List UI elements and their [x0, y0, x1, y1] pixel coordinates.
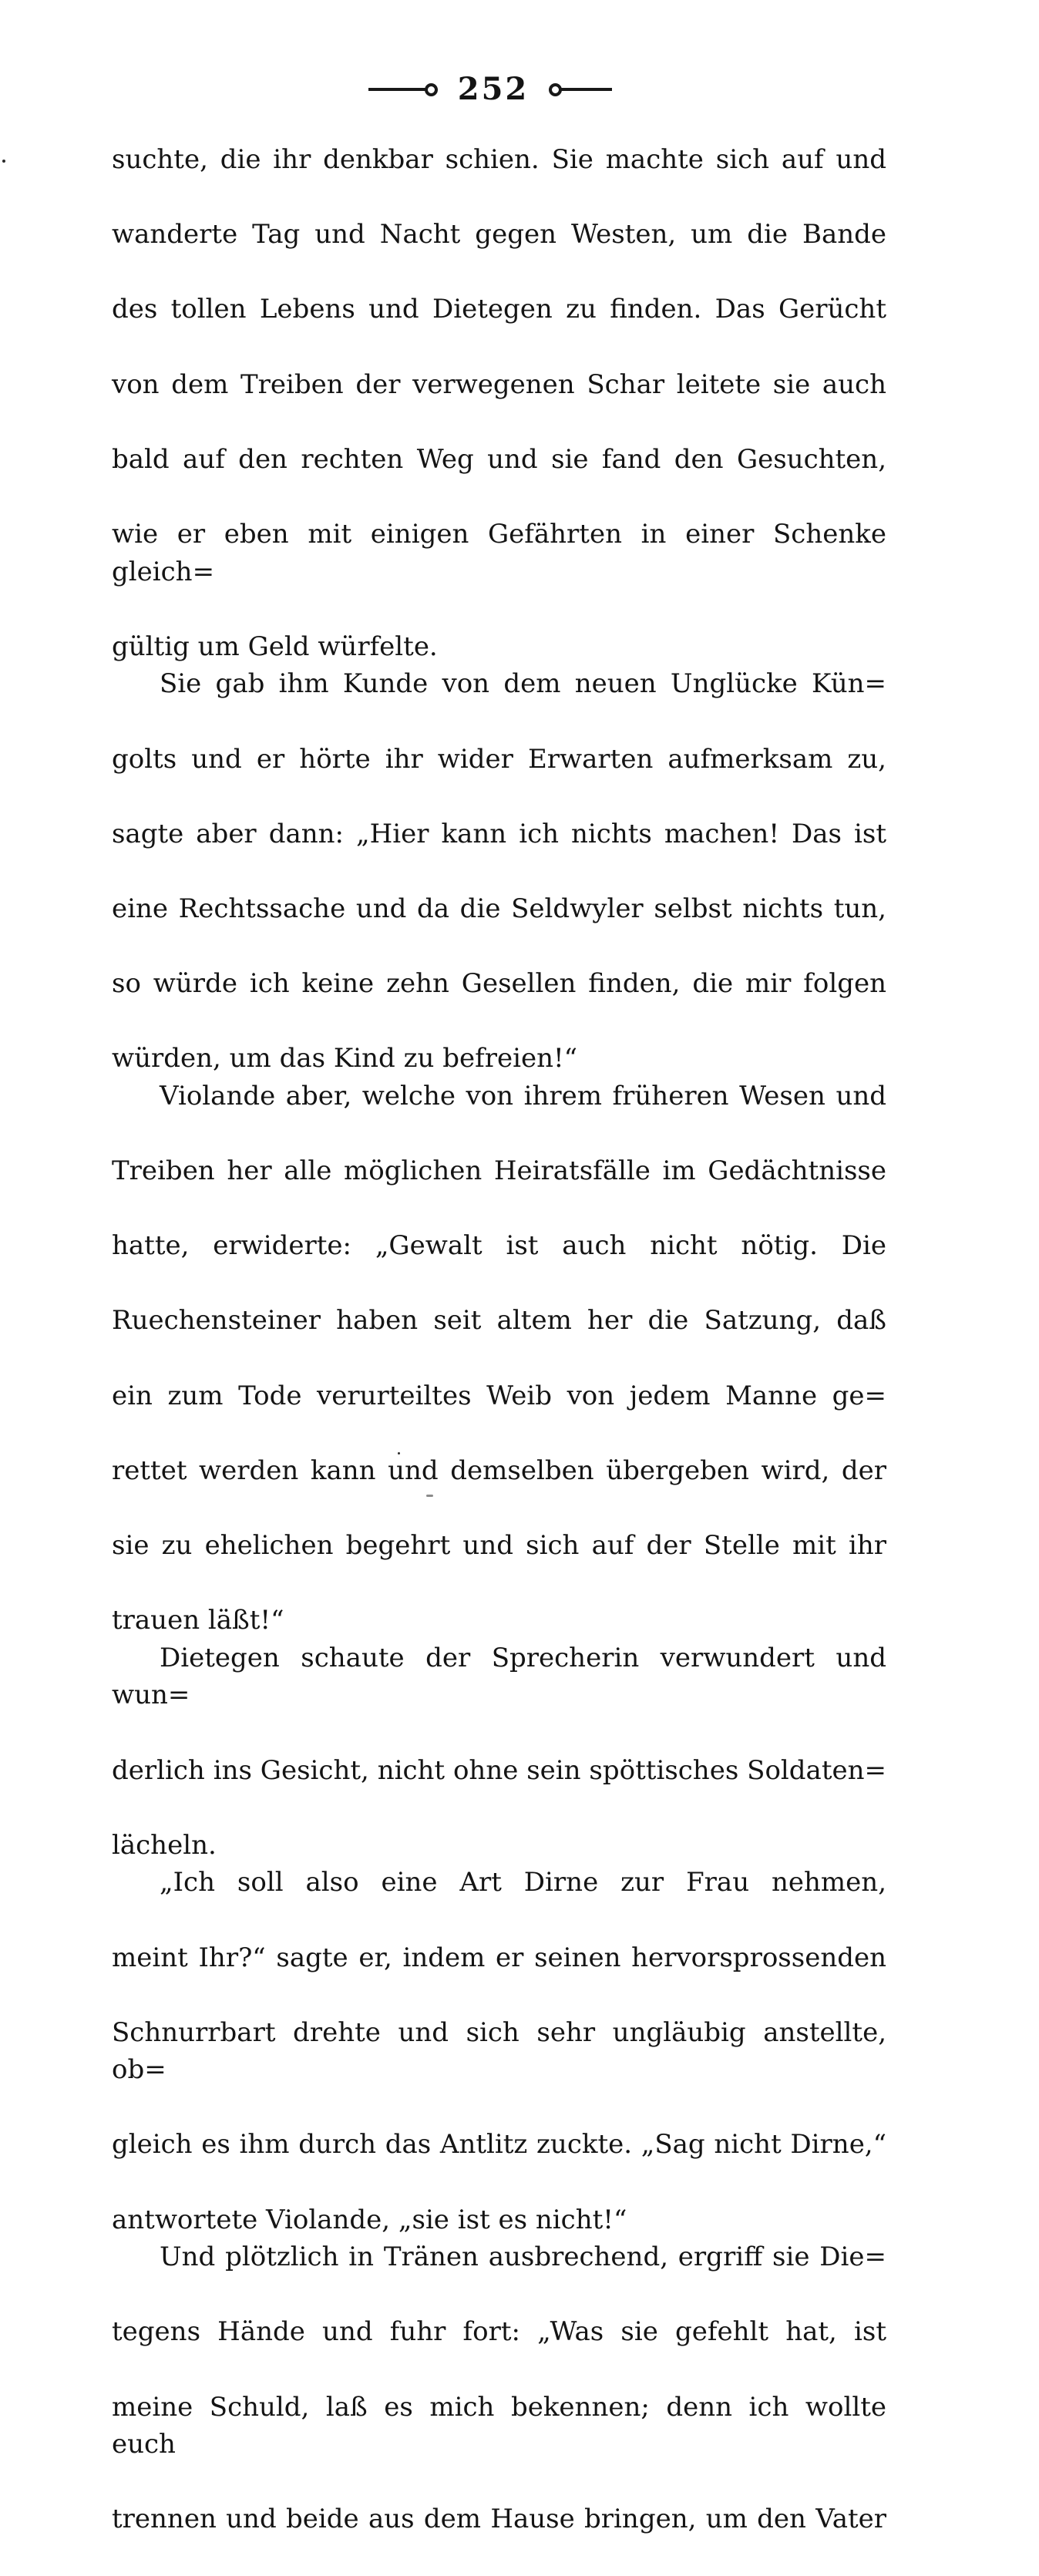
text-line: Schnurrbart drehte und sich sehr ungläubig anstellte, ob=: [112, 2016, 886, 2086]
text-line: „Ich soll also eine Art Dirne zur Frau nehmen,: [160, 1867, 886, 1898]
text-line: so würde ich keine zehn Gesellen finden, die mir folgen: [112, 968, 886, 1000]
text-line: ein zum Tode verurteiltes Weib von jedem Manne ge=: [112, 1380, 886, 1411]
ornament-right: [549, 83, 612, 96]
text-line: derlich ins Gesicht, nicht ohne sein spöttisches Soldaten=: [112, 1754, 886, 1786]
paragraph: [112, 2238, 886, 2575]
scan-speck: [398, 1452, 400, 1454]
text-line: rettet werden kann und demselben übergeben wird, der: [112, 1454, 886, 1486]
text-line: von dem Treiben der verwegenen Schar leitete sie auch: [112, 368, 886, 400]
text-line: sagte aber dann: „Hier kann ich nichts machen! Das ist: [112, 818, 886, 849]
page-header: [0, 71, 1010, 107]
text-line: suchte, die ihr denkbar schien. Sie machte sich auf und: [112, 144, 886, 175]
rule-line: [561, 88, 612, 91]
ring-icon: [549, 83, 562, 96]
text-line: Violande aber, welche von ihrem früheren Wesen und: [160, 1080, 886, 1111]
text-line: sie zu ehelichen begehrt und sich auf der Stelle mit ihr: [112, 1529, 886, 1561]
text-line: trennen und beide aus dem Hause bringen, um den Vater: [112, 2504, 886, 2535]
text-line: Sie gab ihm Kunde von dem neuen Unglücke Kün=: [160, 668, 886, 700]
text-line: meine Schuld, laß es mich bekennen; denn ich wollte euch: [112, 2391, 886, 2460]
page-number: 252: [457, 71, 530, 107]
text-line: antwortete Violande, „sie ist es nicht!“: [112, 2204, 627, 2235]
text-line: des tollen Lebens und Dietegen zu finden. Das Gerücht: [112, 294, 886, 325]
paragraph: [112, 1078, 886, 1639]
text-line: eine Rechtssache und da die Seldwyler selbst nichts tun,: [112, 893, 886, 924]
paragraph: [112, 141, 886, 665]
text-line: meint Ihr?“ sagte er, indem er seinen hervorsprossenden: [112, 1942, 886, 1973]
text-line: Ruechensteiner haben seit altem her die Satzung, daß: [112, 1305, 886, 1337]
text-line: würden, um das Kind zu befreien!“: [112, 1043, 578, 1074]
rule-line: [368, 88, 425, 91]
text-line: bald auf den rechten Weg und sie fand den Gesuchten,: [112, 443, 886, 475]
text-line: Dietegen schaute der Sprecherin verwundert und wun=: [112, 1642, 886, 1711]
page-text: [112, 141, 886, 2576]
text-line: Treiben her alle möglichen Heiratsfälle im Gedächtnisse: [112, 1155, 886, 1187]
text-line: trauen läßt!“: [112, 1605, 284, 1636]
scan-speck: [426, 1495, 433, 1497]
text-line: gültig um Geld würfelte.: [112, 631, 438, 662]
text-line: hatte, erwiderte: „Gewalt ist auch nicht nötig. Die: [112, 1230, 886, 1262]
text-line: wanderte Tag und Nacht gegen Westen, um die Bande: [112, 219, 886, 251]
text-line: tegens Hände und fuhr fort: „Was sie gefehlt hat, ist: [112, 2316, 886, 2348]
text-line: golts und er hörte ihr wider Erwarten aufmerksam zu,: [112, 743, 886, 775]
text-line: Und plötzlich in Tränen ausbrechend, ergriff sie Die=: [160, 2241, 886, 2273]
paragraph: [112, 1864, 886, 2238]
ornament-left: [368, 83, 438, 96]
ring-icon: [425, 83, 438, 96]
text-line: wie er eben mit einigen Gefährten in einer Schenke gleich=: [112, 518, 886, 587]
text-line: lächeln.: [112, 1829, 217, 1861]
scan-speck: [2, 160, 5, 163]
text-line: gleich es ihm durch das Antlitz zuckte. „Sag nicht Dirne,“: [112, 2129, 886, 2161]
paragraph: [112, 1639, 886, 1865]
paragraph: [112, 665, 886, 1078]
